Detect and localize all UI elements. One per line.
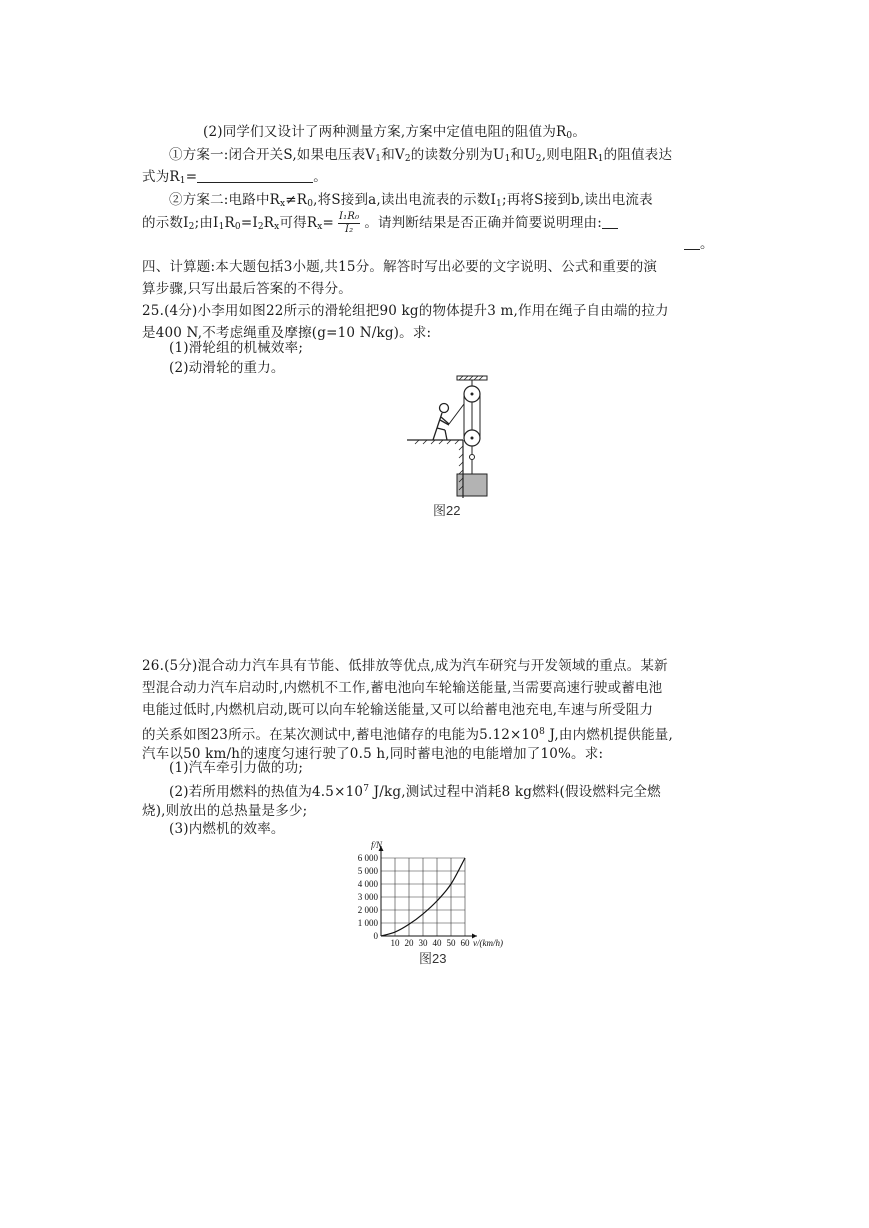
q24-plan2-line2: 的示数$I_2$;由$I_1R_0=I_2R_x$可得$R_x=$ $\frac{\text{I₁R₀}}{\text{I₂}}$ 。请判断结果是否正确并简要说明理由: — [142, 210, 618, 240]
q24-end-line: 。 — [684, 234, 714, 254]
q25-sub1: (1)滑轮组的机械效率; — [169, 340, 304, 356]
q24-plan1-line1: ①方案一:闭合开关S,如果电压表$V_1$和$V_2$的读数分别为$U_1$和$U_2$,则电阻$R_1$的阻值表达 — [169, 147, 673, 164]
q26-line3: 电能过低时,内燃机启动,既可以向车轮输送能量,又可以给蓄电池充电,车速与所受阻力 — [142, 702, 654, 718]
section4-line1: 四、计算题:本大题包括3小题,共15分。解答时写出必要的文字说明、公式和重要的演 — [142, 259, 658, 275]
q25-line1: 25.(4分)小李用如图22所示的滑轮组把90 kg的物体提升3 m,作用在绳子自由端的拉力 — [142, 303, 669, 319]
x-tick-label: 10 — [390, 938, 400, 948]
y-axis-label: f/N — [371, 840, 383, 850]
q26-sub2: (2)若所用燃料的热值为$4.5\times 10^7$ J/kg,测试过程中消耗8 kg燃料(假设燃料完全燃 — [169, 784, 661, 800]
figure-23-caption: 图23 — [419, 951, 447, 966]
x-tick-label: 20 — [404, 938, 414, 948]
q26-line2: 型混合动力汽车启动时,内燃机不工作,蓄电池向车轮输送能量,当需要高速行驶或蓄电池 — [142, 680, 663, 696]
person-figure — [433, 404, 449, 441]
q26-line1: 26.(5分)混合动力汽车具有节能、低排放等优点,成为汽车研究与开发领域的重点。某新 — [142, 658, 668, 674]
y-tick-label: 2 000 — [357, 905, 378, 915]
x-tick-label: 30 — [418, 938, 428, 948]
x-tick-label: 60 — [460, 938, 470, 948]
pulley-figure — [405, 374, 495, 502]
q26-line5: 汽车以50 km/h的速度匀速行驶了0.5 h,同时蓄电池的电能增加了10%。求: — [142, 746, 604, 762]
answer-blank — [602, 214, 618, 229]
section4-line2: 算步骤,只写出最后答案的不得分。 — [142, 281, 352, 297]
weight-block — [457, 474, 487, 496]
x-tick-label: 50 — [446, 938, 456, 948]
fraction: $\frac{\text{I₁R₀}}{\text{I₂}}$ — [339, 211, 360, 235]
q24-part2-intro: (2)同学们又设计了两种测量方案,方案中定值电阻的阻值为$R_0$。 — [203, 124, 587, 141]
x-tick-label: 40 — [432, 938, 442, 948]
q24-plan1-line2: 式为$R_1=$ 。 — [142, 169, 327, 186]
q26-sub2-line2: 烧),则放出的总热量是多少; — [142, 803, 308, 819]
q26-line4: 的关系如图23所示。在某次测试中,蓄电池储存的电能为$5.12\times 10^8$ J,由内燃机提供能量, — [142, 727, 673, 743]
y-tick-label: 6 000 — [357, 853, 378, 863]
answer-blank — [684, 235, 700, 250]
q24-plan2-line1: ②方案二:电路中$R_x\ne R_0$,将S接到a,读出电流表的示数$I_1$;再将S接到b,读出电流表 — [169, 192, 653, 209]
x-axis-label: v/(km/h) — [473, 938, 503, 948]
y-tick-label: 1 000 — [357, 918, 378, 928]
speed-resistance-chart — [338, 832, 528, 950]
answer-blank — [197, 168, 313, 183]
q26-sub3: (3)内燃机的效率。 — [169, 821, 285, 837]
q25-sub2: (2)动滑轮的重力。 — [169, 360, 285, 376]
y-tick-label: 4 000 — [357, 879, 378, 889]
q26-sub1: (1)汽车牵引力做的功; — [169, 760, 304, 776]
origin-label: 0 — [373, 931, 378, 941]
y-tick-label: 3 000 — [357, 892, 378, 902]
figure-22-caption: 图22 — [433, 503, 461, 518]
y-tick-label: 5 000 — [357, 866, 378, 876]
q25-line2: 是400 N,不考虑绳重及摩擦(g=10 N/kg)。求: — [142, 325, 432, 341]
